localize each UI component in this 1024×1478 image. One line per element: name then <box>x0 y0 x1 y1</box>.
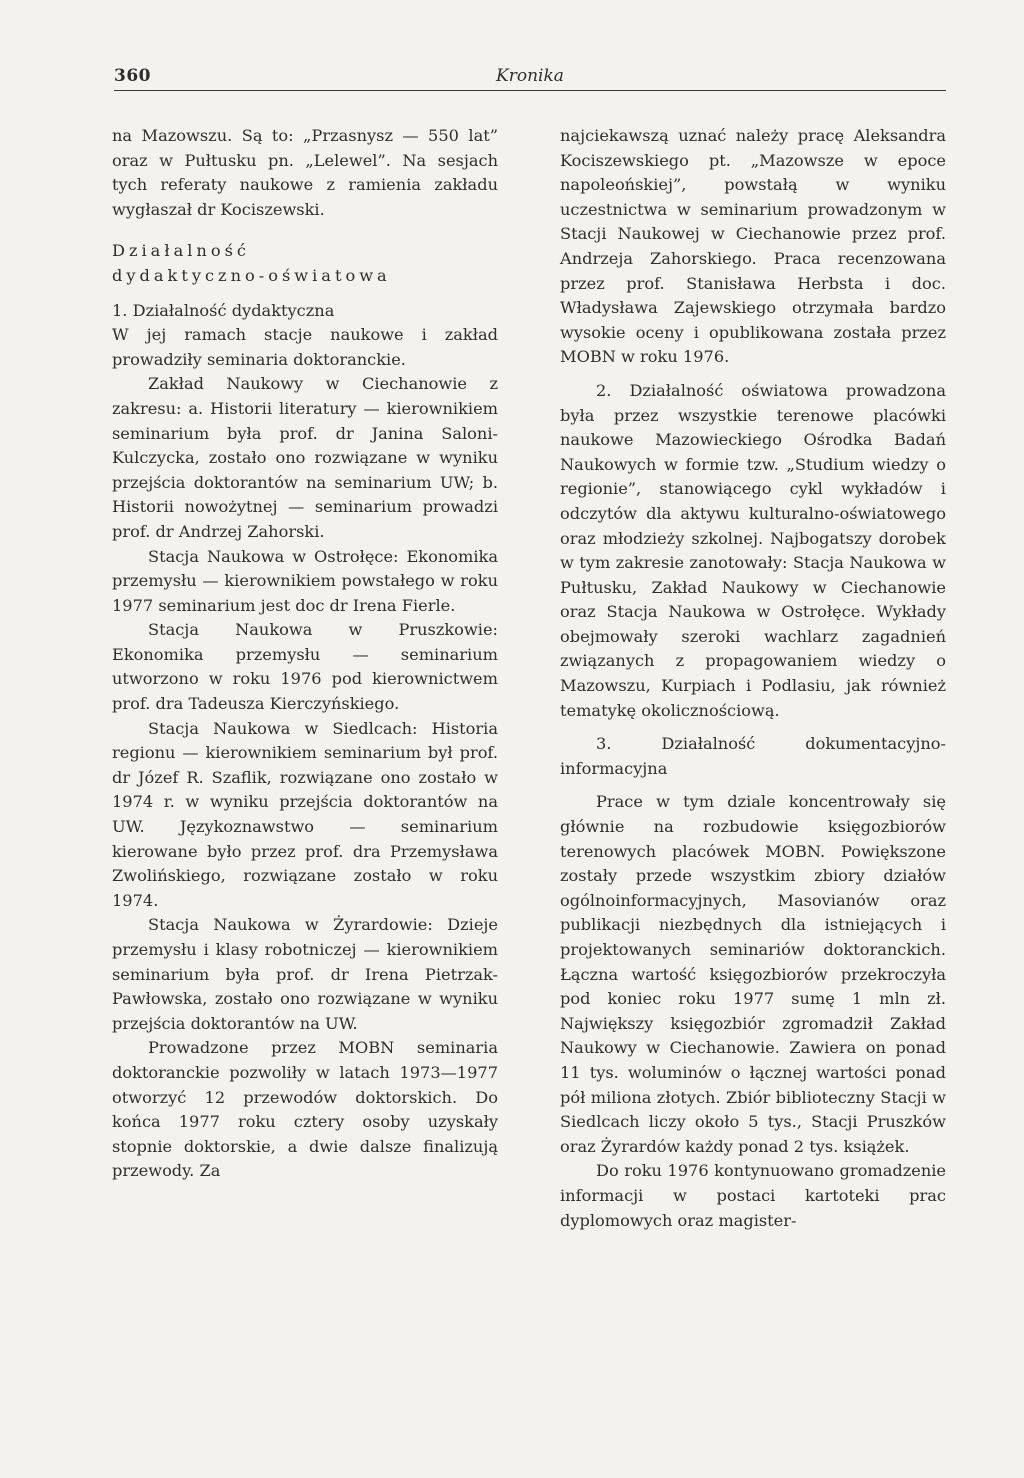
paragraph: Stacja Naukowa w Żyrardowie: Dzieje przemysłu i klasy robotniczej — kierownikiem seminarium była prof. dr Irena Pietrzak-Pawłowska, zostało ono rozwiązane w wyniku przejścia doktorantów na UW. <box>112 915 498 1033</box>
paragraph: Stacja Naukowa w Ostrołęce: Ekonomika przemysłu — kierownikiem powstałego w roku 1977 seminarium jest doc dr Irena Fierle. <box>112 546 498 615</box>
page-number: 360 <box>114 66 151 86</box>
section-subtitle: dydaktyczno-oświatowa <box>112 265 391 285</box>
paragraph: W jej ramach stacje naukowe i zakład prowadziły seminaria doktoranckie. <box>112 325 498 369</box>
left-column <box>112 124 498 1184</box>
paragraph: 2. Działalność oświatowa prowadzona była przez wszystkie terenowe placówki naukowe Mazowieckiego Ośrodka Badań Naukowych w formie tzw. „Studium wiedzy o regionie”, stanowiącego cykl wykładów i odczytów dla aktywu kulturalno-oświatowego oraz młodzieży szkolnej. Najbogatszy dorobek w tym zakresie zanotowały: Stacja Naukowa w Pułtusku, Zakład Naukowy w Ciechanowie oraz Stacja Naukowa w Ostrołęce. Wykłady obejmowały szeroki wachlarz zagadnień związanych z propagowaniem wiedzy o Mazowszu, Kurpiach i Podlasiu, jak również tematykę okolicznościową. <box>560 380 946 720</box>
page-header <box>114 66 946 91</box>
paragraph: na Mazowszu. Są to: „Przasnysz — 550 lat” oraz w Pułtusku pn. „Lelewel”. Na sesjach tych referaty naukowe z ramienia zakładu wygłaszał dr Kociszewski. <box>112 126 498 219</box>
paragraph: najciekawszą uznać należy pracę Aleksandra Kociszewskiego pt. „Mazowsze w epoce napoleońskiej”, powstałą w wyniku uczestnictwa w seminarium prowadzonym w Stacji Naukowej w Ciechanowie przez prof. Andrzeja Zahorskiego. Praca recenzowana przez prof. Stanisława Herbsta i doc. Władysława Zajewskiego otrzymała bardzo wysokie oceny i opublikowana została przez MOBN w roku 1976. <box>560 126 946 367</box>
subsection-heading: 1. Działalność dydaktyczna <box>112 300 335 320</box>
section-title: Działalność <box>112 241 250 261</box>
paragraph: Prowadzone przez MOBN seminaria doktoranckie pozwoliły w latach 1973—1977 otworzyć 12 przewodów doktorskich. Do końca 1977 roku cztery osoby uzyskały stopnie doktorskie, a dwie dalsze finalizują przewody. Za <box>112 1038 498 1181</box>
running-title: Kronika <box>496 66 564 86</box>
paragraph: Stacja Naukowa w Siedlcach: Historia regionu — kierownikiem seminarium był prof. dr Józef R. Szaflik, rozwiązane ono zostało w 1974 r. w wyniku przejścia doktorantów na UW. Językoznawstwo — seminarium kierowane było przez prof. dra Przemysława Zwolińskiego, rozwiązane zostało w roku 1974. <box>112 718 498 910</box>
subsection-heading: 3. Działalność dokumentacyjno-informacyjna <box>560 734 946 778</box>
paragraph: Prace w tym dziale koncentrowały się głównie na rozbudowie księgozbiorów terenowych placówek MOBN. Powiększone zostały przede wszystkim zbiory działów ogólnoinformacyjnych, Masovianów oraz publikacji niezbędnych dla istniejących i projektowanych seminariów doktoranckich. Łączna wartość księgozbiorów przekroczyła pod koniec roku 1977 sumę 1 mln zł. Największy księgozbiór zgromadził Zakład Naukowy w Ciechanowie. Zawiera on ponad 11 tys. woluminów o łącznej wartości ponad pół miliona złotych. Zbiór biblioteczny Stacji w Siedlcach liczy około 5 tys., Stacji Pruszków oraz Żyrardów każdy ponad 2 tys. książek. <box>560 792 946 1156</box>
paragraph: Zakład Naukowy w Ciechanowie z zakresu: a. Historii literatury — kierownikiem seminarium była prof. dr Janina Saloni-Kulczycka, zostało ono rozwiązane w wyniku przejścia doktorantów na seminarium UW; b. Historii nowożytnej — seminarium prowadzi prof. dr Andrzej Zahorski. <box>112 374 498 541</box>
paragraph: Stacja Naukowa w Pruszkowie: Ekonomika przemysłu — seminarium utworzono w roku 1976 pod kierownictwem prof. dra Tadeusza Kierczyńskiego. <box>112 620 498 714</box>
paragraph: Do roku 1976 kontynuowano gromadzenie informacji w postaci kartoteki prac dyplomowych oraz magister- <box>560 1161 946 1230</box>
right-column <box>560 124 946 1233</box>
